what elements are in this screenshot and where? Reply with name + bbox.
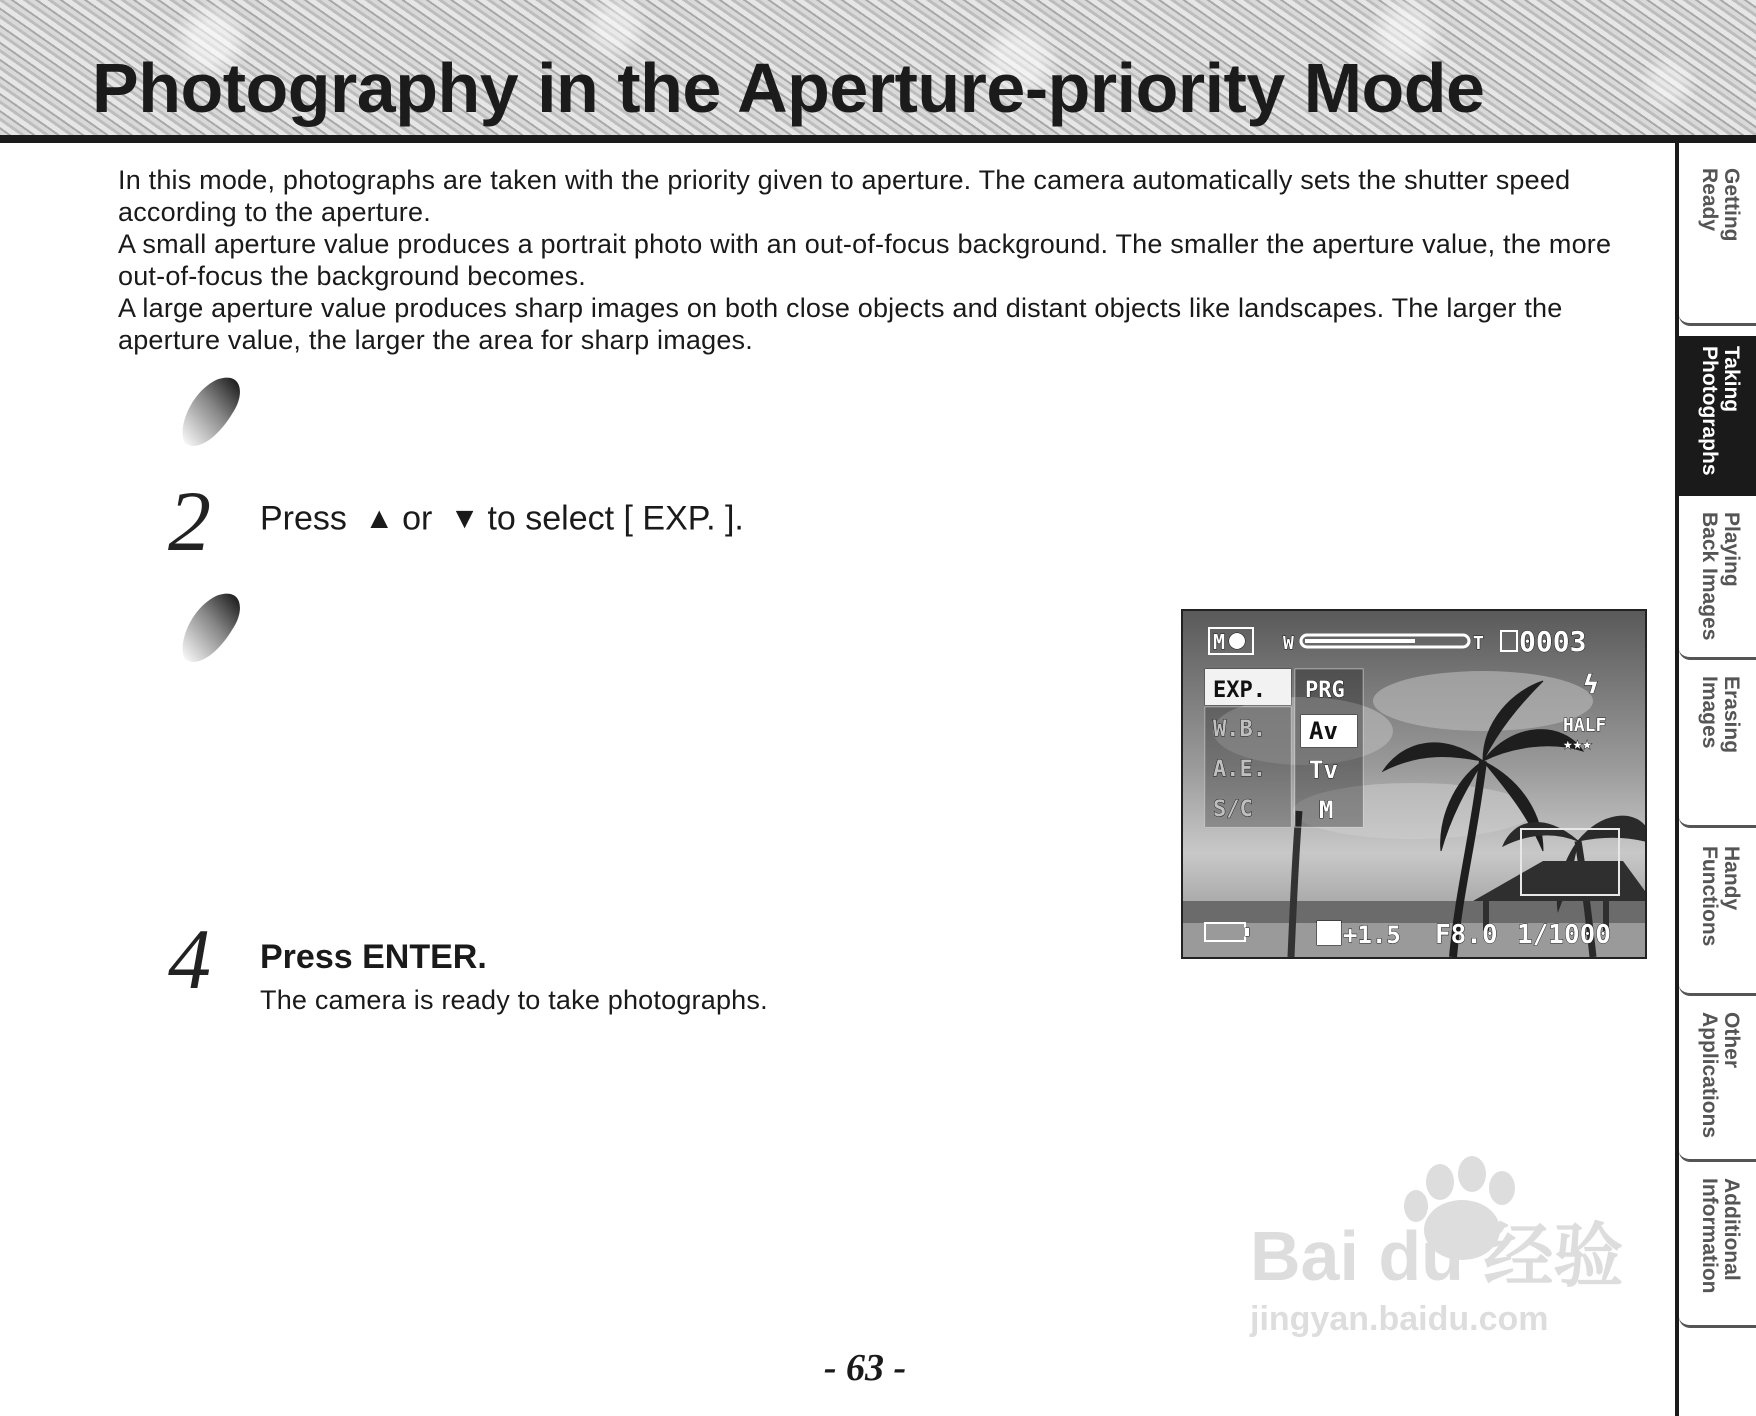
step-2-or: or	[402, 499, 433, 538]
cloud-shape	[1373, 671, 1593, 731]
flash-icon: ϟ	[1583, 670, 1599, 700]
tab-divider	[1679, 817, 1756, 828]
quality-size-label: HALF	[1563, 715, 1607, 736]
camera-mode-label: M	[1213, 630, 1226, 654]
intro-text	[118, 164, 1648, 356]
camera-lcd-screen	[1181, 609, 1647, 959]
tab-divider	[1679, 649, 1756, 660]
tab-label: Getting Ready	[1698, 168, 1743, 242]
step-4-subtitle: The camera is ready to take photographs.	[260, 985, 768, 1015]
submenu-item-tv: Tv	[1309, 756, 1338, 784]
step-2-number: 2	[168, 473, 211, 569]
header-rule	[0, 135, 1756, 143]
step-1-bullet-icon	[176, 374, 246, 454]
quality-stars: ★★★	[1563, 734, 1592, 753]
watermark-url: jingyan.baidu.com	[1250, 1300, 1549, 1338]
watermark-logo-text: Bai du 经验	[1250, 1217, 1624, 1295]
zoom-wide-label: W	[1283, 633, 1294, 654]
frame-counter: 0003	[1519, 625, 1587, 658]
tab-label: Additional Information	[1698, 1178, 1743, 1294]
tab-label: Taking Photographs	[1698, 346, 1743, 476]
tab-label: Other Applications	[1698, 1012, 1743, 1139]
tab-erasing-images[interactable]	[1679, 666, 1756, 828]
menu-column	[1205, 707, 1291, 827]
tab-taking-photographs[interactable]	[1679, 336, 1756, 496]
up-arrow-icon: ▲	[364, 502, 395, 536]
down-arrow-icon: ▼	[449, 502, 480, 536]
aperture-value: F8.0	[1435, 920, 1498, 950]
step-2-instruction	[260, 498, 744, 539]
battery-icon	[1245, 928, 1249, 936]
tab-playing-back-images[interactable]	[1679, 502, 1756, 660]
tab-label: Handy Functions	[1698, 846, 1743, 947]
step-2-press: Press	[260, 499, 347, 538]
submenu-item-m: M	[1319, 796, 1334, 824]
submenu-item-av: Av	[1309, 717, 1338, 745]
baidu-watermark-logo	[1240, 1150, 1660, 1340]
intro-paragraph: A small aperture value produces a portrait photo with an out-of-focus background. The smaller the aperture value, the more out-of-focus the background becomes.	[118, 229, 1612, 291]
tab-divider	[1679, 1317, 1756, 1328]
zoom-tele-label: T	[1473, 633, 1484, 654]
zoom-bar-fill	[1305, 639, 1415, 643]
step-4-number: 4	[168, 911, 211, 1007]
step-4-title: Press ENTER.	[260, 938, 487, 976]
page-title: Photography in the Aperture-priority Mode	[92, 49, 1485, 127]
tab-divider	[1679, 315, 1756, 326]
tab-other-applications[interactable]	[1679, 1002, 1756, 1162]
camera-mode-icon	[1229, 633, 1245, 649]
step-2-rest: to select [ EXP. ].	[487, 499, 744, 538]
tab-label: Playing Back Images	[1698, 512, 1743, 641]
exposure-comp-icon	[1317, 921, 1341, 945]
tab-label: Erasing Images	[1698, 676, 1743, 754]
tab-getting-ready[interactable]	[1679, 158, 1756, 326]
shutter-speed-value: 1/1000	[1517, 920, 1611, 950]
tab-divider	[1679, 1151, 1756, 1162]
tab-handy-functions[interactable]	[1679, 836, 1756, 996]
tab-additional-information[interactable]	[1679, 1168, 1756, 1328]
tab-divider	[1679, 985, 1756, 996]
intro-paragraph: A large aperture value produces sharp images on both close objects and distant objects like landscapes. The larger the aperture value, the larger the area for sharp images.	[118, 293, 1563, 355]
page-number: - 63 -	[823, 1347, 907, 1389]
intro-paragraph: In this mode, photographs are taken with the priority given to aperture. The camera automatically sets the shutter speed according to the aperture.	[118, 165, 1571, 227]
submenu-item-prg: PRG	[1305, 678, 1345, 703]
step-3-bullet-icon	[176, 590, 246, 670]
menu-item-exp: EXP.	[1213, 678, 1266, 703]
camera-lcd-illustration	[1183, 611, 1645, 957]
exposure-comp-value: +1.5	[1343, 921, 1401, 949]
